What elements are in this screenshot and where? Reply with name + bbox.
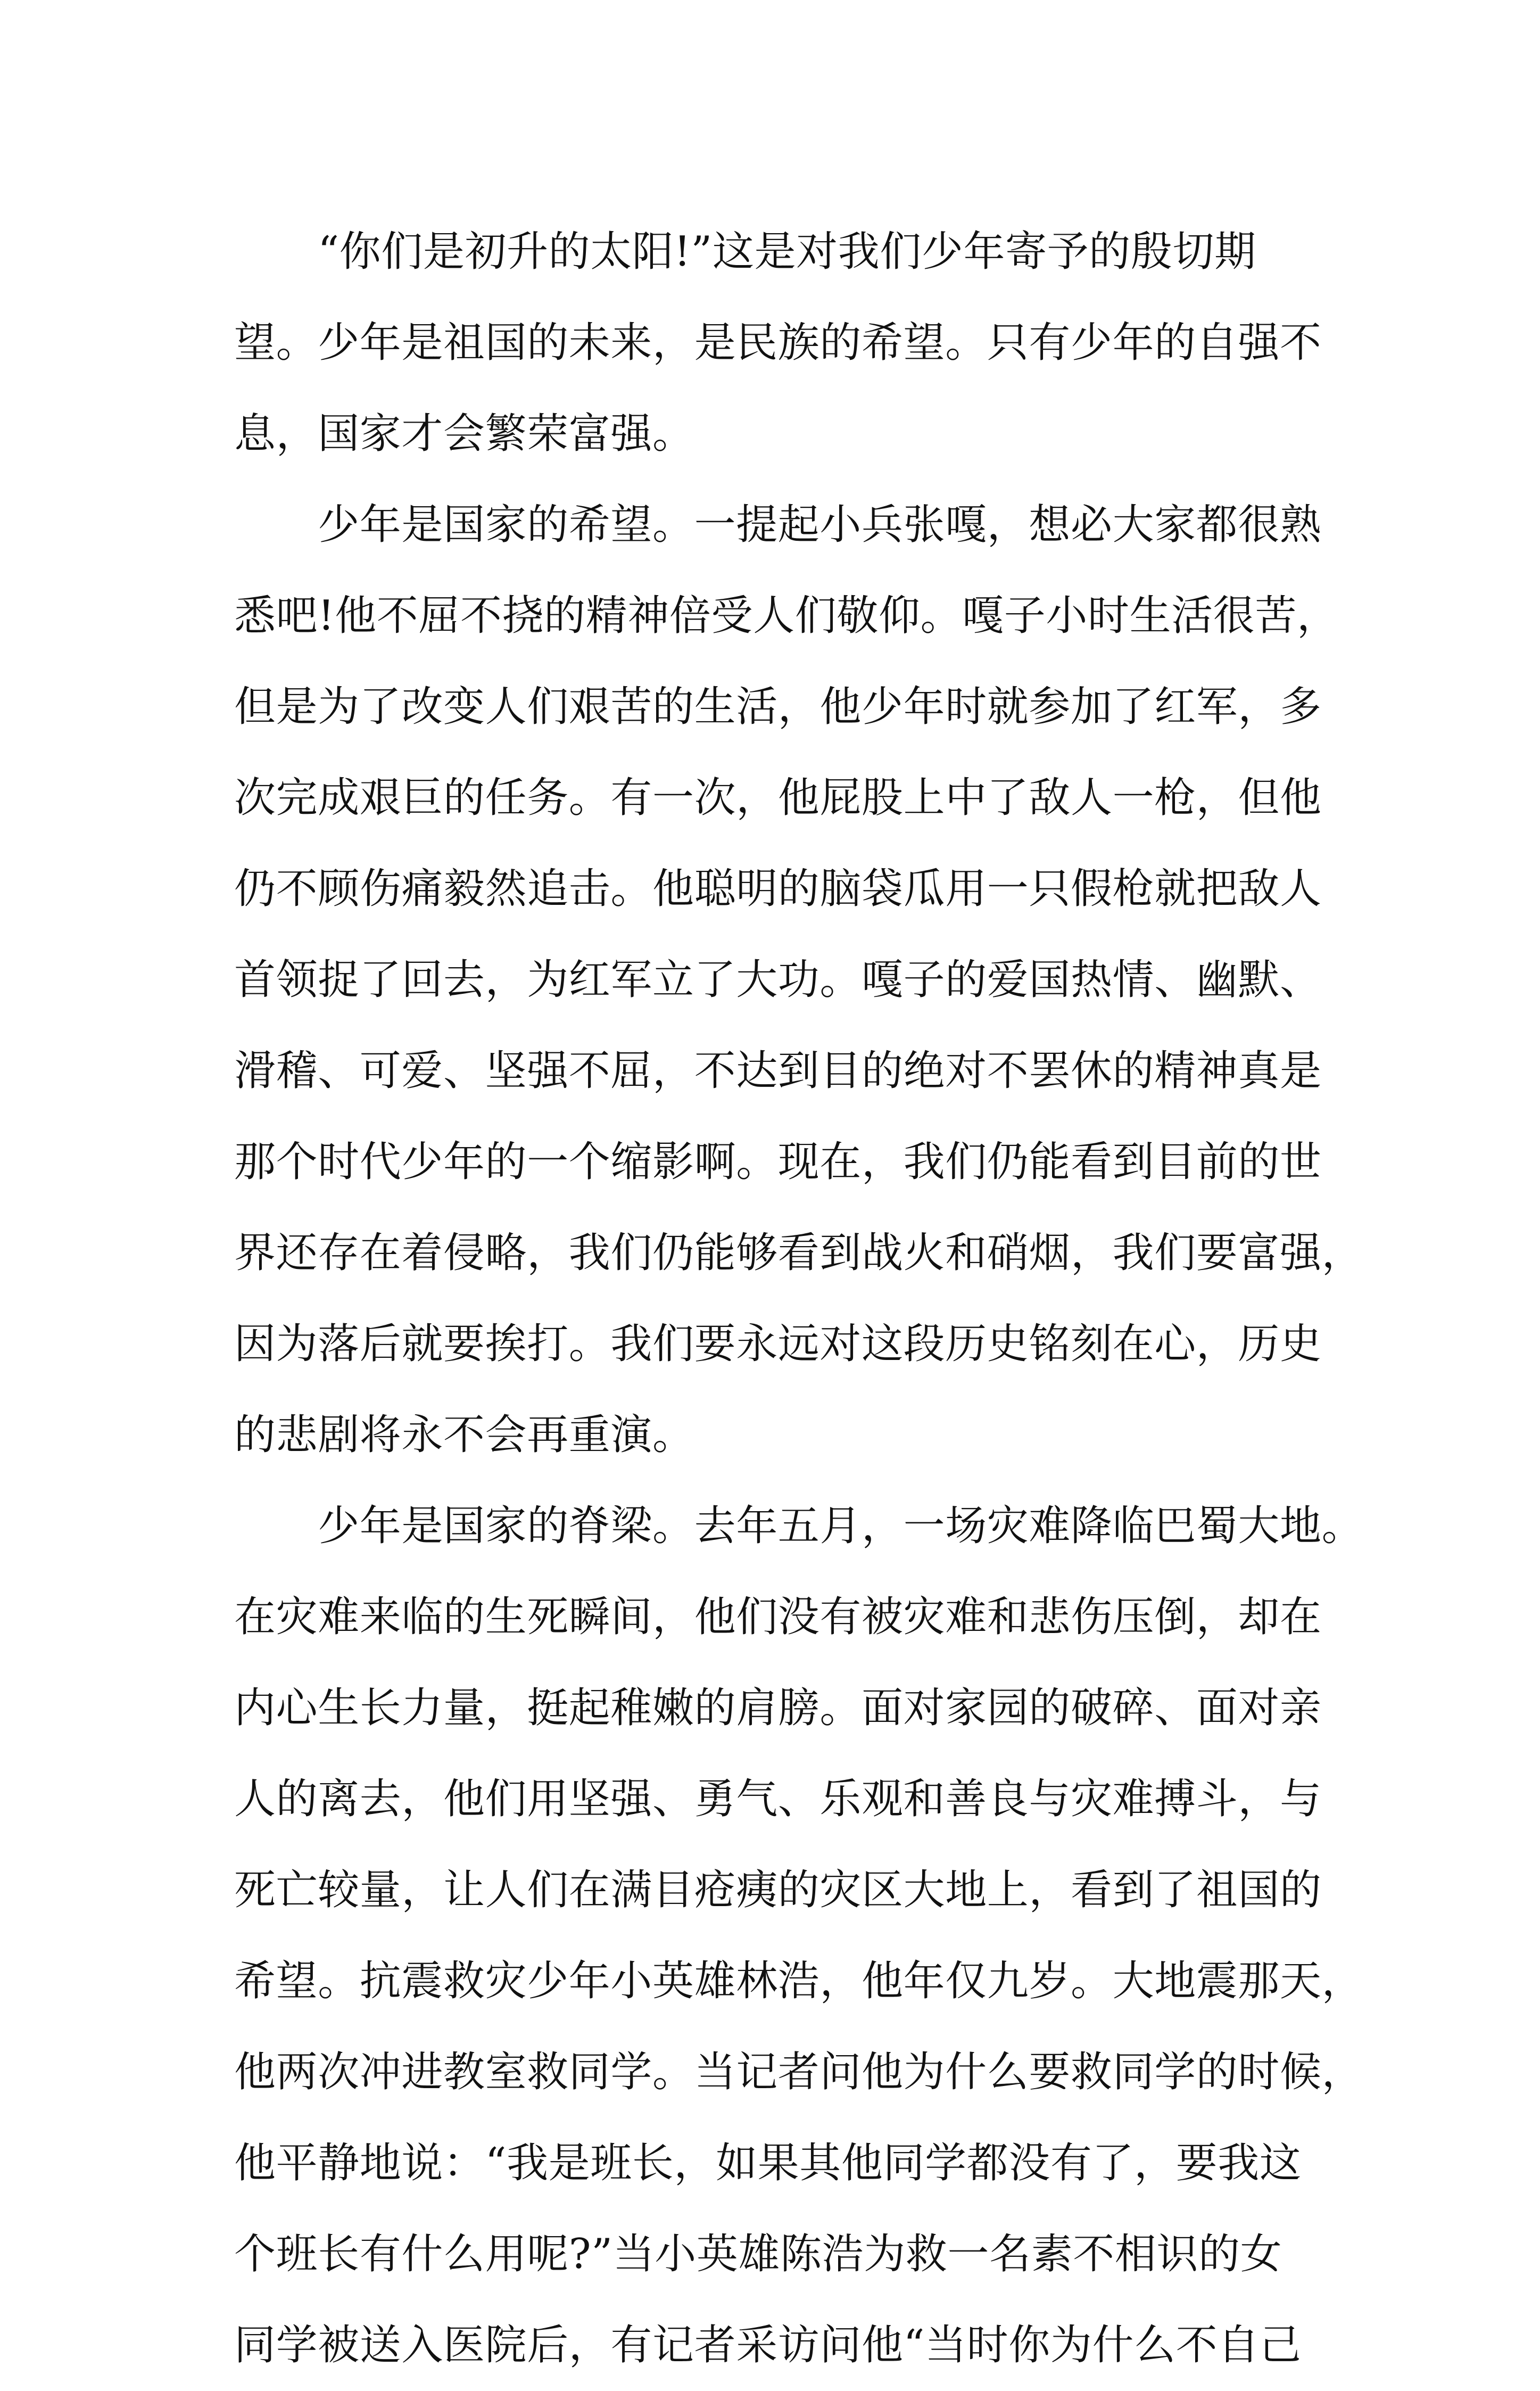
text-line: 仍不顾伤痛毅然追击。他聪明的脑袋瓜用一只假枪就把敌人	[234, 865, 1322, 913]
text-line: 个班长有什么用呢?”当小英雄陈浩为救一名素不相识的女	[234, 2230, 1282, 2278]
text-line: 因为落后就要挨打。我们要永远对这段历史铭刻在心，历史	[234, 1320, 1322, 1368]
text-line: 的悲剧将永不会再重演。	[234, 1411, 694, 1459]
text-line: 界还存在着侵略，我们仍能够看到战火和硝烟，我们要富强，	[234, 1229, 1364, 1277]
text-line: 死亡较量，让人们在满目疮痍的灾区大地上，看到了祖国的	[234, 1866, 1322, 1914]
text-line: 那个时代少年的一个缩影啊。现在，我们仍能看到目前的世	[234, 1138, 1322, 1186]
text-line: 在灾难来临的生死瞬间，他们没有被灾难和悲伤压倒，却在	[234, 1593, 1322, 1641]
text-line: 但是为了改变人们艰苦的生活，他少年时就参加了红军，多	[234, 683, 1322, 731]
text-line: 望。少年是祖国的未来，是民族的希望。只有少年的自强不	[234, 319, 1322, 367]
text-line: 他两次冲进教室救同学。当记者问他为什么要救同学的时候，	[234, 2048, 1364, 2096]
text-line: 首领捉了回去，为红军立了大功。嘎子的爱国热情、幽默、	[234, 956, 1322, 1004]
text-line: 内心生长力量，挺起稚嫩的肩膀。面对家园的破碎、面对亲	[234, 1684, 1322, 1732]
text-line: 悉吧!他不屈不挠的精神倍受人们敬仰。嘎子小时生活很苦，	[234, 592, 1339, 640]
text-line: 息，国家才会繁荣富强。	[234, 410, 694, 458]
text-line: 同学被送入医院后，有记者采访问他“当时你为什么不自己	[234, 2321, 1302, 2369]
text-line: 他平静地说：“我是班长，如果其他同学都没有了，要我这	[234, 2139, 1302, 2187]
text-line: 希望。抗震救灾少年小英雄林浩，他年仅九岁。大地震那天，	[234, 1957, 1364, 2005]
body-text	[234, 207, 1364, 2391]
text-line: 人的离去，他们用坚强、勇气、乐观和善良与灾难搏斗，与	[234, 1775, 1322, 1823]
text-line: 少年是国家的希望。一提起小兵张嘎，想必大家都很熟	[234, 501, 1322, 549]
text-line: “你们是初升的太阳!”这是对我们少年寄予的殷切期	[234, 228, 1256, 276]
text-line: 滑稽、可爱、坚强不屈，不达到目的绝对不罢休的精神真是	[234, 1047, 1322, 1095]
text-line: 少年是国家的脊梁。去年五月，一场灾难降临巴蜀大地。	[234, 1502, 1364, 1550]
text-line: 次完成艰巨的任务。有一次，他屁股上中了敌人一枪，但他	[234, 774, 1322, 822]
